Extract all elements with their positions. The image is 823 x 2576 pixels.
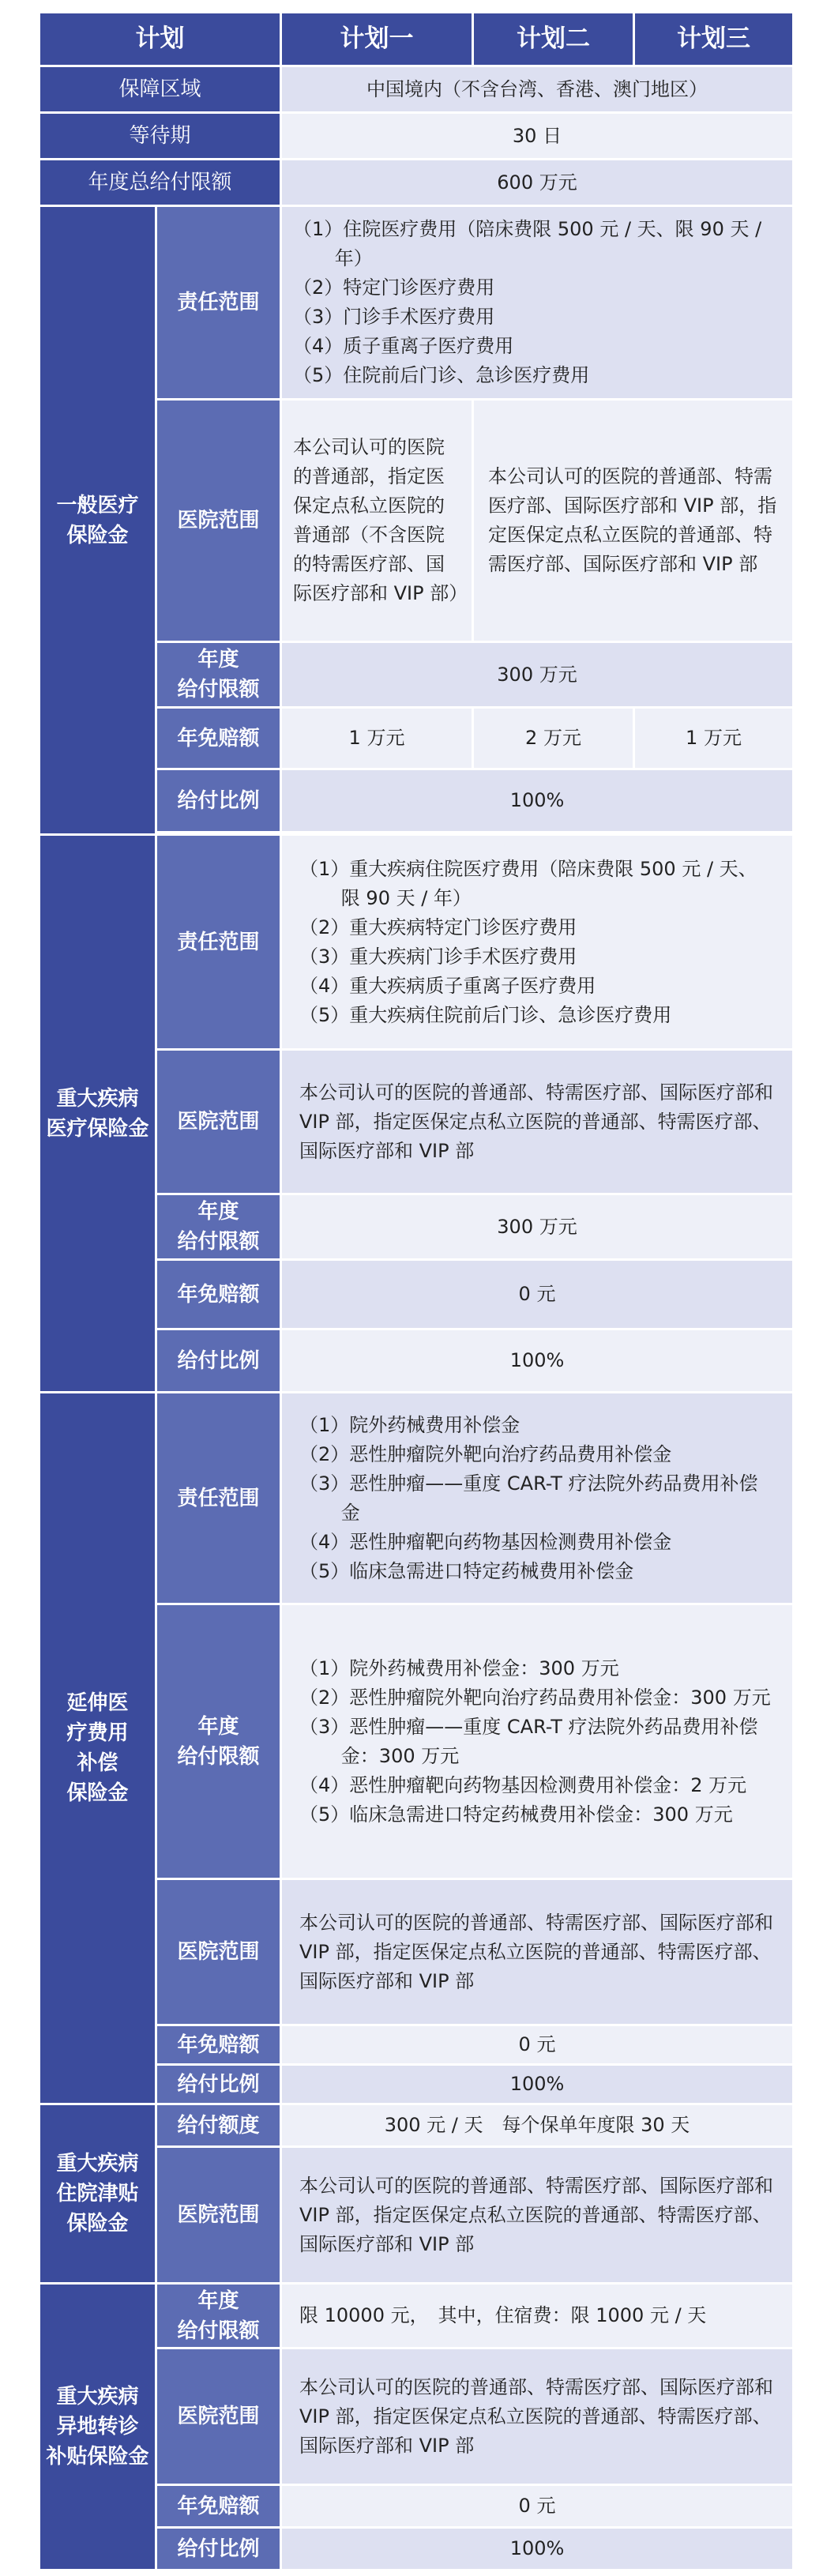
s5-value-limit: 限 10000 元， 其中，住宿费：限 1000 元 / 天 bbox=[281, 2284, 794, 2348]
list-item: （5）临床急需进口特定药械费用补偿金：300 万元 bbox=[299, 1803, 733, 1826]
s2-row-responsibility bbox=[39, 835, 794, 1050]
s5-value-hospital: 本公司认可的医院的普通部、特需医疗部、国际医疗部和VIP 部，指定医保定点私立医院的普通部、特需医疗部、国际医疗部和 VIP 部 bbox=[281, 2348, 794, 2485]
list-item: （2）恶性肿瘤院外靶向治疗药品费用补偿金：300 万元 bbox=[299, 1686, 771, 1709]
row-waiting-period bbox=[39, 113, 794, 160]
s2-label-ratio: 给付比例 bbox=[156, 1329, 281, 1393]
label-total-limit: 年度总给付限额 bbox=[39, 160, 281, 206]
s2-section-label: 重大疾病 医疗保险金 bbox=[39, 835, 156, 1393]
list-item: （1）院外药械费用补偿金 bbox=[299, 1413, 520, 1436]
list-item: （5）住院前后门诊、急诊医疗费用 bbox=[293, 364, 590, 386]
s4-label-hospital: 医院范围 bbox=[156, 2147, 281, 2284]
value-coverage-area: 中国境内（不含台湾、香港、澳门地区） bbox=[281, 66, 794, 113]
header-plan-1: 计划一 bbox=[281, 13, 473, 66]
s1-deductible-plan-1: 1 万元 bbox=[281, 708, 473, 769]
s1-label-deductible: 年免赔额 bbox=[156, 708, 281, 769]
s1-row-responsibility bbox=[39, 206, 794, 400]
s3-row-responsibility bbox=[39, 1393, 794, 1604]
header-plan-3: 计划三 bbox=[634, 13, 794, 66]
list-item: （4）重大疾病质子重离子医疗费用 bbox=[299, 974, 596, 997]
s1-deductible-plan-3: 1 万元 bbox=[634, 708, 794, 769]
header-row bbox=[39, 13, 794, 66]
s3-label-hospital: 医院范围 bbox=[156, 1879, 281, 2025]
header-plan-2: 计划二 bbox=[473, 13, 634, 66]
s3-responsibility-list bbox=[281, 1393, 794, 1604]
list-item: （3）恶性肿瘤——重度 CAR-T 疗法院外药品费用补偿金：300 万元 bbox=[299, 1715, 758, 1767]
s5-row-limit bbox=[39, 2284, 794, 2348]
label-waiting-period: 等待期 bbox=[39, 113, 281, 160]
s1-deductible-plan-2: 2 万元 bbox=[473, 708, 634, 769]
list-item: （2）特定门诊医疗费用 bbox=[293, 276, 495, 299]
list-item: （3）恶性肿瘤——重度 CAR-T 疗法院外药品费用补偿金 bbox=[299, 1472, 758, 1524]
s2-value-limit: 300 万元 bbox=[281, 1194, 794, 1260]
s4-row-amount bbox=[39, 2104, 794, 2147]
s5-value-deductible: 0 元 bbox=[281, 2485, 794, 2528]
plan-comparison bbox=[38, 11, 792, 2571]
s3-label-deductible: 年免赔额 bbox=[156, 2025, 281, 2065]
s3-label-responsibility: 责任范围 bbox=[156, 1393, 281, 1604]
s1-label-responsibility: 责任范围 bbox=[156, 206, 281, 400]
list-item: （4）质子重离子医疗费用 bbox=[293, 335, 514, 357]
benefit-table bbox=[38, 11, 795, 2571]
label-coverage-area: 保障区域 bbox=[39, 66, 281, 113]
s3-value-ratio: 100% bbox=[281, 2065, 794, 2104]
s3-label-limit: 年度 给付限额 bbox=[156, 1604, 281, 1879]
s4-value-amount: 300 元 / 天 每个保单年度限 30 天 bbox=[281, 2104, 794, 2147]
list-item: （1）院外药械费用补偿金：300 万元 bbox=[299, 1657, 619, 1679]
s3-value-deductible: 0 元 bbox=[281, 2025, 794, 2065]
s3-label-ratio: 给付比例 bbox=[156, 2065, 281, 2104]
s1-hospital-plan-2-3: 本公司认可的医院的普通部、特需医疗部、国际医疗部和 VIP 部，指定医保定点私立医院的普通部、特需医疗部、国际医疗部和 VIP 部 bbox=[473, 400, 794, 642]
header-plan: 计划 bbox=[39, 13, 281, 66]
s2-label-hospital: 医院范围 bbox=[156, 1050, 281, 1194]
list-item: （3）门诊手术医疗费用 bbox=[293, 306, 495, 328]
row-coverage-area bbox=[39, 66, 794, 113]
s1-responsibility-list bbox=[281, 206, 794, 400]
s5-label-limit: 年度 给付限额 bbox=[156, 2284, 281, 2348]
s1-section-label: 一般医疗 保险金 bbox=[39, 206, 156, 835]
s1-label-hospital: 医院范围 bbox=[156, 400, 281, 642]
list-item: （5）重大疾病住院前后门诊、急诊医疗费用 bbox=[299, 1003, 672, 1026]
s1-label-limit: 年度 给付限额 bbox=[156, 642, 281, 708]
s2-label-deductible: 年免赔额 bbox=[156, 1260, 281, 1329]
s3-value-hospital: 本公司认可的医院的普通部、特需医疗部、国际医疗部和 VIP 部，指定医保定点私立医院的普通部、特需医疗部、国际医疗部和 VIP 部 bbox=[281, 1879, 794, 2025]
list-item: （1）住院医疗费用（陪床费限 500 元 / 天、限 90 天 / 年） bbox=[293, 218, 762, 269]
s5-label-ratio: 给付比例 bbox=[156, 2528, 281, 2570]
s5-label-deductible: 年免赔额 bbox=[156, 2485, 281, 2528]
s1-hospital-plan-1: 本公司认可的医院的普通部，指定医保定点私立医院的普通部（不含医院的特需医疗部、国际医疗部和 VIP 部） bbox=[281, 400, 473, 642]
row-total-limit bbox=[39, 160, 794, 206]
list-item: （3）重大疾病门诊手术医疗费用 bbox=[299, 945, 577, 968]
s1-value-ratio: 100% bbox=[281, 769, 794, 833]
list-item: （2）重大疾病特定门诊医疗费用 bbox=[299, 916, 577, 938]
s3-section-label: 延伸医 疗费用 补偿 保险金 bbox=[39, 1393, 156, 2104]
s4-section-label: 重大疾病 住院津贴 保险金 bbox=[39, 2104, 156, 2284]
list-item: （5）临床急需进口特定药械费用补偿金 bbox=[299, 1559, 634, 1582]
s5-section-label: 重大疾病 异地转诊 补贴保险金 bbox=[39, 2284, 156, 2570]
s2-label-limit: 年度 给付限额 bbox=[156, 1194, 281, 1260]
s2-responsibility-list bbox=[281, 835, 794, 1050]
s2-value-hospital: 本公司认可的医院的普通部、特需医疗部、国际医疗部和 VIP 部，指定医保定点私立医院的普通部、特需医疗部、国际医疗部和 VIP 部 bbox=[281, 1050, 794, 1194]
s2-value-ratio: 100% bbox=[281, 1329, 794, 1393]
value-total-limit: 600 万元 bbox=[281, 160, 794, 206]
s1-label-ratio: 给付比例 bbox=[156, 769, 281, 833]
list-item: （4）恶性肿瘤靶向药物基因检测费用补偿金：2 万元 bbox=[299, 1773, 747, 1796]
s2-value-deductible: 0 元 bbox=[281, 1260, 794, 1329]
s2-label-responsibility: 责任范围 bbox=[156, 835, 281, 1050]
list-item: （4）恶性肿瘤靶向药物基因检测费用补偿金 bbox=[299, 1530, 672, 1553]
s5-value-ratio: 100% bbox=[281, 2528, 794, 2570]
s4-value-hospital: 本公司认可的医院的普通部、特需医疗部、国际医疗部和VIP 部，指定医保定点私立医院的普通部、特需医疗部、国际医疗部和 VIP 部 bbox=[281, 2147, 794, 2284]
s5-label-hospital: 医院范围 bbox=[156, 2348, 281, 2485]
s1-value-limit: 300 万元 bbox=[281, 642, 794, 708]
value-waiting-period: 30 日 bbox=[281, 113, 794, 160]
list-item: （2）恶性肿瘤院外靶向治疗药品费用补偿金 bbox=[299, 1442, 672, 1465]
s4-label-amount: 给付额度 bbox=[156, 2104, 281, 2147]
list-item: （1）重大疾病住院医疗费用（陪床费限 500 元 / 天、限 90 天 / 年） bbox=[299, 857, 757, 909]
s3-limit-list bbox=[281, 1604, 794, 1879]
